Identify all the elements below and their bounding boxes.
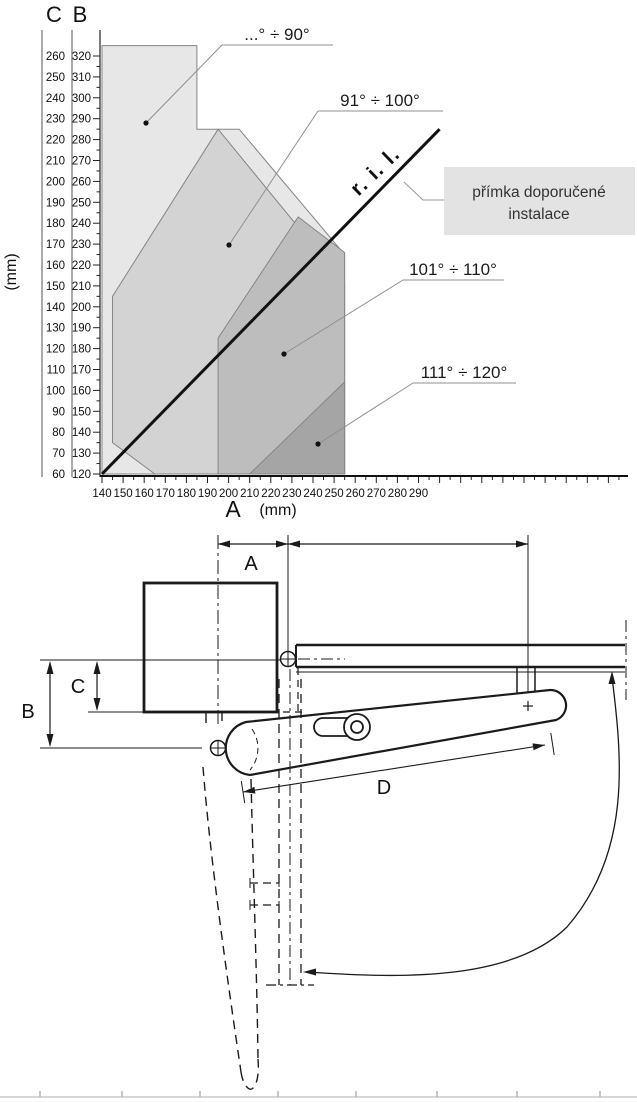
arm-slot-hole [351,721,363,733]
b-axis-header: B [72,2,88,27]
x-tick-label: 210 [240,488,260,500]
x-tick-label: 170 [155,488,175,500]
b-tick-label: 240 [71,218,91,231]
x-tick-label: 200 [219,488,239,500]
b-tick-label: 120 [71,469,91,481]
c-tick-label: 200 [45,176,65,189]
zone-label-90: ...° ÷ 90° [244,25,310,44]
dim-label-d: D [376,777,392,799]
c-tick-label: 180 [45,218,65,231]
x-tick-label: 260 [345,488,365,500]
c-tick-label: 240 [45,92,65,105]
b-tick-label: 300 [71,92,91,105]
b-tick-label: 200 [71,301,91,314]
x-tick-label: 270 [366,488,386,500]
c-tick-label: 220 [45,134,65,147]
b-tick-label: 270 [71,155,91,168]
installation-chart [0,0,637,527]
c-tick-label: 160 [45,260,65,272]
x-axis-letter: A [225,496,241,522]
zone-label-101-110: 101° ÷ 110° [409,260,497,279]
b-tick-label: 140 [71,427,91,440]
b-tick-label: 150 [71,406,91,419]
b-tick-label: 280 [71,134,91,147]
x-tick-label: 150 [113,488,133,500]
b-tick-label: 290 [71,113,91,126]
c-tick-label: 90 [52,406,65,419]
b-tick-label: 130 [71,448,91,461]
x-tick-label: 290 [408,488,429,500]
operator-drawing [0,527,637,1102]
c-axis-header: C [46,2,62,27]
dim-label-c: C [70,676,86,698]
x-tick-label: 160 [134,488,154,500]
b-tick-label: 180 [71,343,91,356]
c-tick-label: 150 [45,280,65,293]
b-tick-label: 310 [71,71,91,84]
b-tick-label: 210 [71,280,91,293]
page-edge-ticks [40,1091,600,1097]
x-tick-label: 250 [324,488,344,500]
dim-label-b: B [21,701,35,723]
b-tick-label: 260 [71,176,91,189]
d-end-tick-right [551,733,554,755]
c-tick-label: 70 [52,448,65,461]
b-tick-label: 160 [71,385,91,398]
x-tick-label: 220 [261,488,281,500]
c-tick-label: 60 [52,469,65,481]
c-tick-label: 250 [45,71,65,84]
b-tick-label: 190 [71,322,91,335]
c-tick-label: 110 [46,364,65,377]
x-tick-label: 240 [303,488,323,500]
x-tick-label: 190 [197,488,218,500]
x-tick-label: 140 [92,488,112,500]
callout-box [444,167,635,235]
y-axis-unit: (mm) [3,253,20,291]
c-tick-label: 260 [45,51,65,63]
operator-box [144,583,277,712]
x-tick-label: 230 [282,488,302,500]
callout-line1: přímka doporučené [472,184,606,201]
ril-label: r. i. l. [345,142,406,201]
zone-label-111-120: 111° ÷ 120° [420,363,508,382]
c-tick-label: 170 [45,239,65,252]
c-tick-label: 140 [45,301,65,314]
c-tick-label: 190 [45,197,65,210]
b-tick-label: 170 [71,364,91,377]
x-axis-unit: (mm) [259,502,297,519]
c-tick-label: 130 [45,322,65,335]
callout-leader [404,182,444,200]
open-arm-dashed [203,767,258,1089]
b-tick-label: 230 [71,239,91,252]
c-tick-label: 120 [45,343,65,356]
c-tick-label: 230 [45,113,65,126]
c-tick-label: 210 [45,155,65,168]
x-tick-label: 180 [176,488,196,500]
b-tick-label: 220 [71,260,91,272]
b-tick-label: 320 [71,51,91,63]
b-tick-label: 250 [71,197,91,210]
c-tick-label: 100 [45,385,65,398]
callout-line2: instalace [508,206,570,223]
x-tick-label: 280 [387,488,407,500]
zone-label-91-100: 91° ÷ 100° [340,91,420,110]
dim-label-a: A [244,553,258,575]
c-tick-label: 80 [52,427,65,440]
